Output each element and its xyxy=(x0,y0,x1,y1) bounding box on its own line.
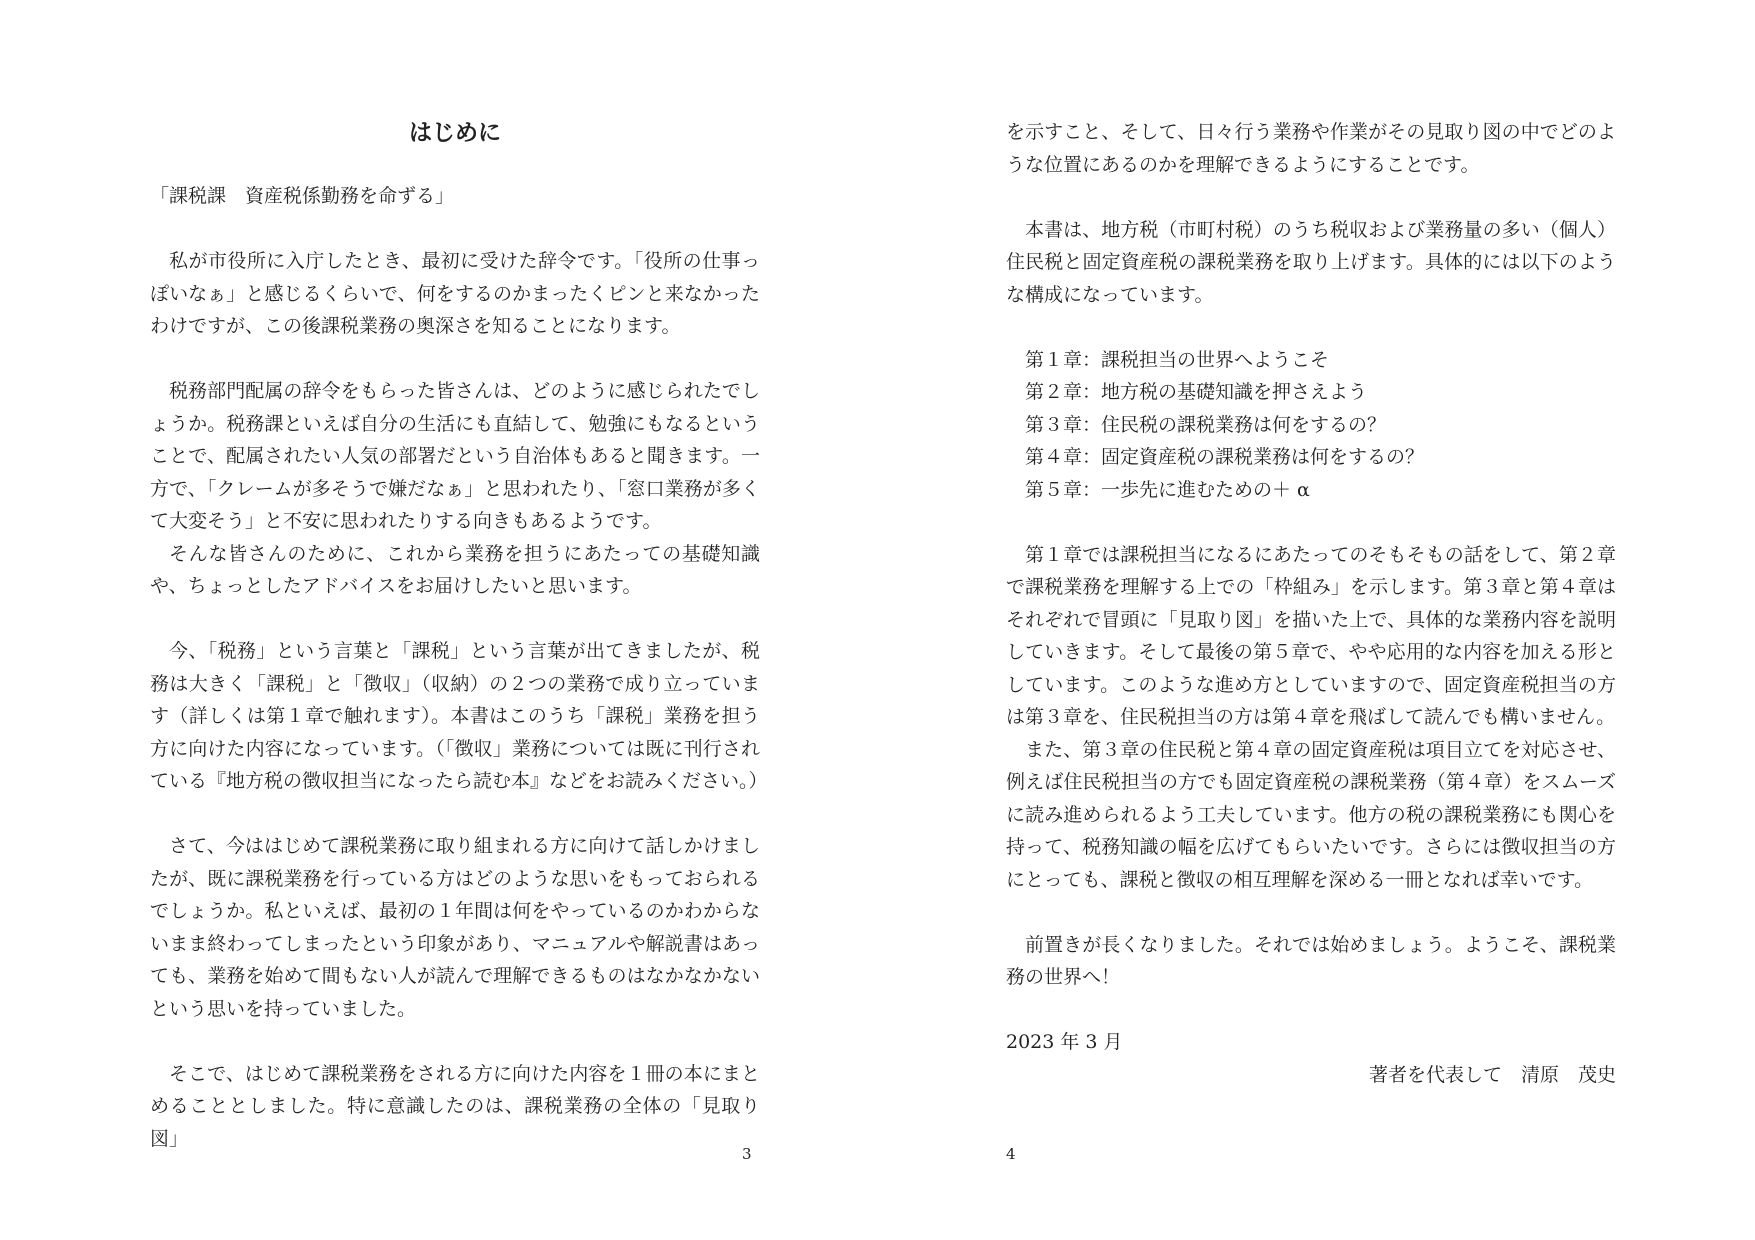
paragraph: そんな皆さんのために、これから業務を担うにあたっての基礎知識や、ちょっとしたアドバイスをお届けしたいと思います。 xyxy=(150,542,760,597)
paragraph: 今、「税務」という言葉と「課税」という言葉が出てきましたが、税務は大きく「課税」と「徴収」（収納）の２つの業務で成り立っています（詳しくは第１章で触れます）。本書はこのうち「課税」業務を担う方に向けた内容になっています。（「徴収」業務については既に刊行されている『地方税の徴収担当になったら読む本』などをお読みください。） xyxy=(150,640,768,792)
order-quote: 「課税課 資産税係勤務を命ずる」 xyxy=(150,185,455,207)
date: 2023 年 3 月 xyxy=(1006,1031,1123,1053)
paragraph: 本書は、地方税（市町村税）のうち税収および業務量の多い（個人）住民税と固定資産税の課税業務を取り上げます。具体的には以下のような構成になっています。 xyxy=(1006,218,1616,306)
chapter-item: 第５章：一歩先に進むための＋ α xyxy=(1025,478,1310,501)
chapter-item: 第４章：固定資産税の課税業務は何をするの？ xyxy=(1025,446,1425,468)
paragraph: また、第３章の住民税と第４章の固定資産税は項目立てを対応させ、例えば住民税担当の方でも固定資産税の課税業務（第４章）をスムーズに読み進められるよう工夫しています。他方の税の課税業務にも関心を持って、税務知識の幅を広げてもらいたいです。さらには徴収担当の方にとっても、課税と徴収の相互理解を深める一冊となれば幸いです。 xyxy=(1006,738,1616,891)
paragraph: 私が市役所に入庁したとき、最初に受けた辞令です。「役所の仕事っぽいなぁ」と感じるくらいで、何をするのかまったくピンと来なかったわけですが、この後課税業務の奥深さを知ることになります。 xyxy=(150,250,760,337)
author-signature: 著者を代表して 清原 茂史 xyxy=(1368,1063,1616,1086)
chapter-item: 第２章：地方税の基礎知識を押さえよう xyxy=(1025,381,1368,403)
left-page-body xyxy=(150,180,768,1155)
right-page-body xyxy=(1006,116,1616,1091)
page-title: はじめに xyxy=(409,120,501,146)
right-page xyxy=(1006,0,1616,1240)
paragraph: 税務部門配属の辞令をもらった皆さんは、どのように感じられたでしょうか。税務課といえば自分の生活にも直結して、勉強にもなるということで、配属されたい人気の部署だという自治体もあると聞きます。一方で、「クレームが多そうで嫌だなぁ」と思われたり、「窓口業務が多くて大変そう」と不安に思われたりする向きもあるようです。 xyxy=(150,380,760,532)
paragraph: を示すこと、そして、日々行う業務や作業がその見取り図の中でどのような位置にあるのかを理解できるようにすることです。 xyxy=(1006,121,1616,176)
page-number: 4 xyxy=(1006,1145,1016,1163)
paragraph: 第１章では課税担当になるにあたってのそもそもの話をして、第２章で課税業務を理解する上での「枠組み」を示します。第３章と第４章はそれぞれで冒頭に「見取り図」を描いた上で、具体的な業務内容を説明していきます。そして最後の第５章で、やや応用的な内容を加える形としています。このような進め方としていますので、固定資産税担当の方は第３章を、住民税担当の方は第４章を飛ばして読んでも構いません。 xyxy=(1006,543,1616,728)
chapter-list xyxy=(1006,344,1616,507)
paragraph: さて、今ははじめて課税業務に取り組まれる方に向けて話しかけましたが、既に課税業務を行っている方はどのような思いをもっておられるでしょうか。私といえば、最初の１年間は何をやっているのかわからないまま終わってしまったという印象があり、マニュアルや解説書はあっても、業務を始めて間もない人が読んで理解できるものはなかなかないという思いを持っていました。 xyxy=(150,835,760,1020)
paragraph: そこで、はじめて課税業務をされる方に向けた内容を１冊の本にまとめることとしました。特に意識したのは、課税業務の全体の「見取り図」 xyxy=(150,1062,760,1150)
left-page xyxy=(150,0,768,1240)
page-number: 3 xyxy=(742,1145,752,1163)
chapter-item: 第３章：住民税の課税業務は何をするの？ xyxy=(1025,413,1387,436)
chapter-item: 第１章：課税担当の世界へようこそ xyxy=(1025,348,1330,371)
paragraph: 前置きが長くなりました。それでは始めましょう。ようこそ、課税業務の世界へ！ xyxy=(1006,933,1616,988)
